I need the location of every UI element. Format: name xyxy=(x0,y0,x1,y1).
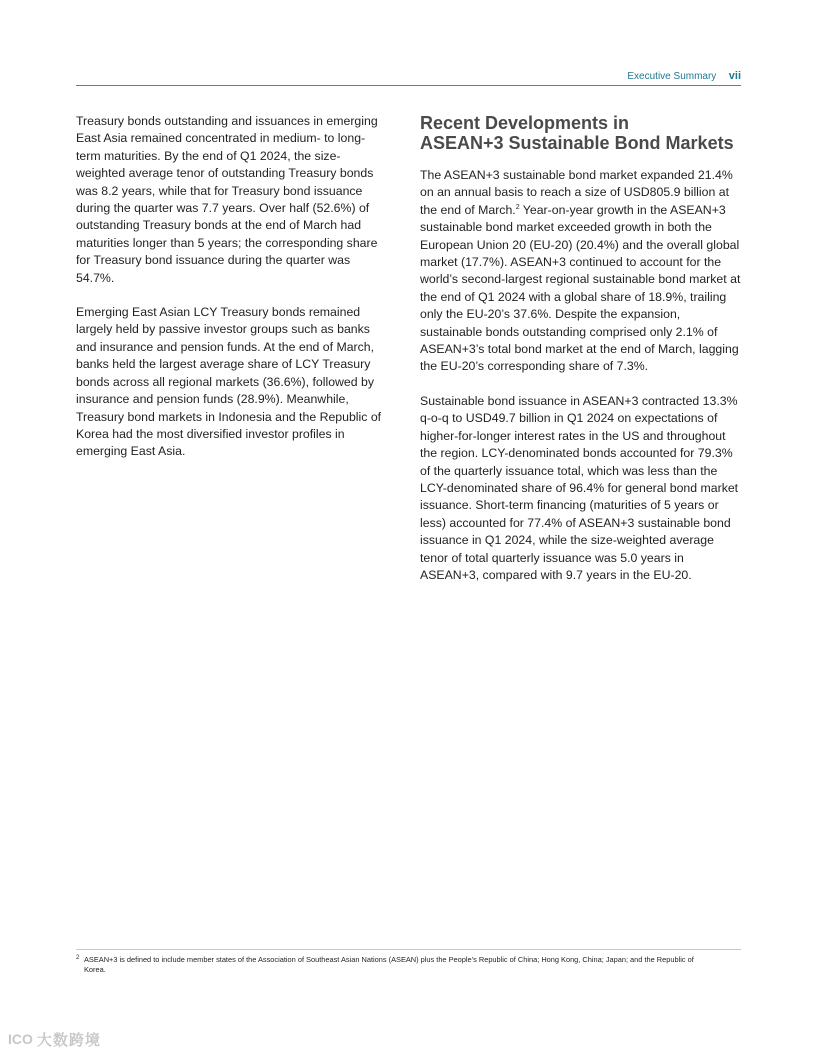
paragraph: Emerging East Asian LCY Treasury bonds remained largely held by passive investor groups such as banks and insurance and pension funds. At the end of March, banks held the largest average share of LCY Treasury bonds across all regional markets (36.6%), followed by insurance and pension funds (28.9%). Meanwhile, Treasury bond markets in Indonesia and the Republic of Korea had the most diversified investor profiles in emerging East Asia. xyxy=(76,305,382,459)
section-heading xyxy=(420,113,742,153)
page-header xyxy=(76,66,741,86)
watermark-text: 大数跨境 xyxy=(36,1031,101,1049)
left-column xyxy=(76,113,388,478)
heading-line-2: ASEAN+3 Sustainable Bond Markets xyxy=(420,133,734,153)
paragraph: Treasury bonds outstanding and issuances in emerging East Asia remained concentrated in medium- to long-term maturities. By the end of Q1 2024, the size-weighted average tenor of outstanding Treasury bonds was 8.2 years, while that for Treasury bond issuance during the quarter was 7.7 years. Over half (52.6%) of outstanding Treasury bonds at the end of March had maturities longer than 5 years; the corresponding share for Treasury bond issuance during the quarter was 54.7%. xyxy=(76,114,378,285)
paragraph-text: Year-on-year growth in the ASEAN+3 sustainable bond market exceeded growth in both the European Union 20 (EU-20) (20.4%) and the overall global market (17.7%). ASEAN+3 continued to account for the world’s second-largest regional sustainable bond market at the end of Q1 2024 with a global share of 18.9%, trailing only the EU-20’s 37.6%. Despite the expansion, sustainable bonds outstanding comprised only 2.1% of ASEAN+3’s total bond market at the end of March, lagging the EU-20’s corresponding share of 7.3%. xyxy=(420,202,741,374)
footnote xyxy=(76,955,716,975)
page-number: vii xyxy=(728,70,741,82)
watermark xyxy=(8,1028,101,1050)
paragraph: Sustainable bond issuance in ASEAN+3 contracted 13.3% q-o-q to USD49.7 billion in Q1 2024 on expectations of higher-for-longer interest rates in the US and throughout the region. LCY-denominated bonds accounted for 79.3% of the quarterly issuance total, which was less than the LCY-denominated share of 96.4% for general bond market issuance. Short-term financing (maturities of 5 years or less) accounted for 77.4% of ASEAN+3 sustainable bond issuance in Q1 2024, while the size-weighted average tenor of total quarterly issuance was 5.0 years in ASEAN+3, compared with 9.7 years in the EU-20. xyxy=(420,393,739,582)
watermark-logo-icon: ICO xyxy=(8,1031,33,1047)
footnote-reference[interactable]: 2 xyxy=(515,203,520,211)
paragraph-text: The ASEAN+3 sustainable bond market expanded 21.4% on an annual basis to reach a size of USD805.9 billion at the end of March. xyxy=(420,168,733,217)
footnote-text: ASEAN+3 is defined to include member states of the Association of Southeast Asian Nations (ASEAN) plus the People’s Republic of China; Hong Kong, China; Japan; and the Republic of Korea. xyxy=(84,955,694,974)
right-column xyxy=(420,113,742,601)
section-title: Executive Summary xyxy=(627,71,717,82)
paragraph xyxy=(420,167,742,376)
heading-line-1: Recent Developments in xyxy=(420,113,630,133)
footnote-number: 2 xyxy=(76,955,80,961)
footnote-divider xyxy=(76,949,741,950)
